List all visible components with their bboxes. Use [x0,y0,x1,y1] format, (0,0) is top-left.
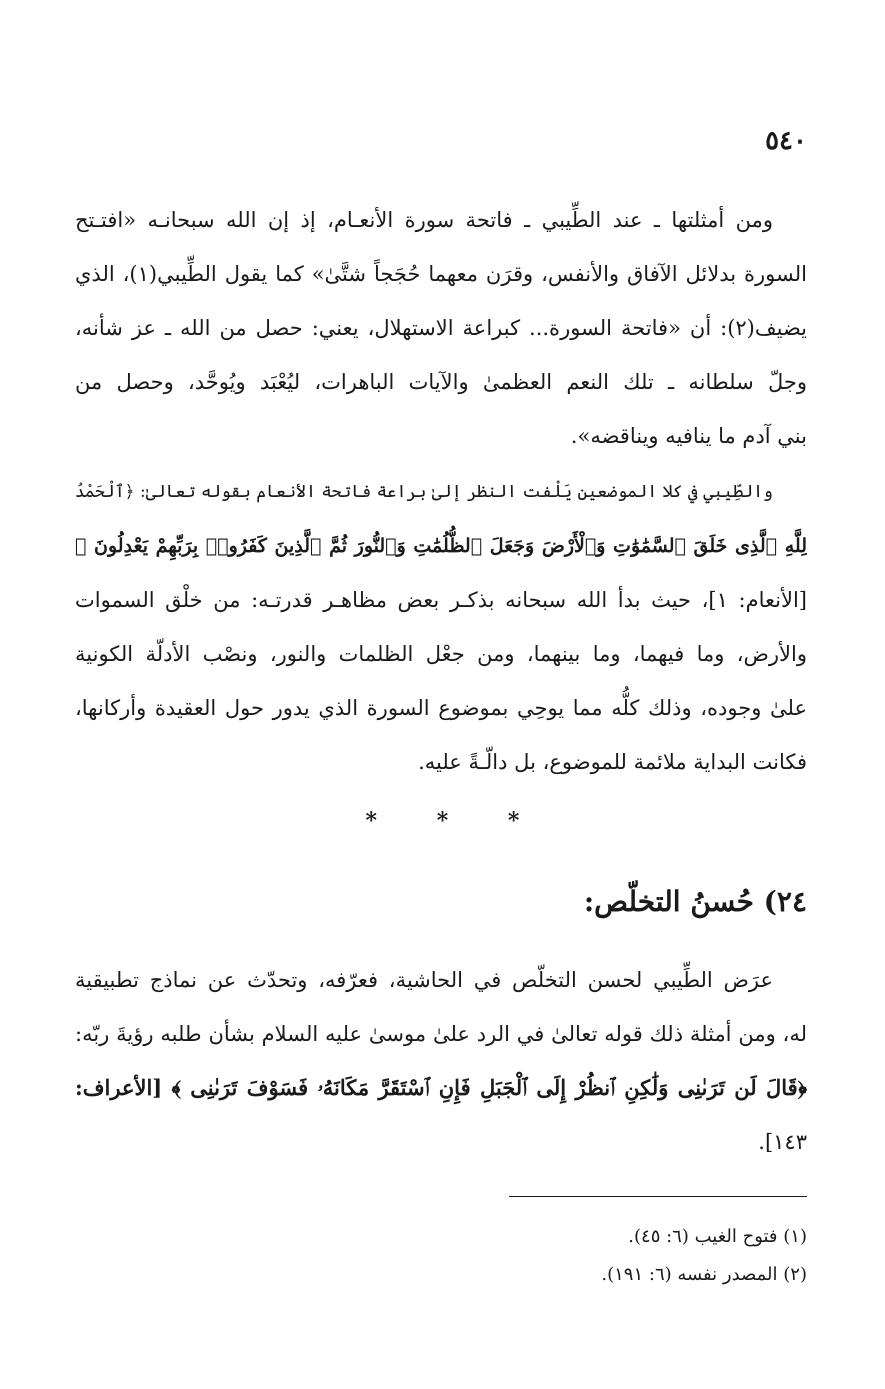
paragraph-line: [الأنعام: ١]، حيث بدأ الله سبحانه بذكـر بعض مظاهـر قدرتـه: من خلْق السموات [75,588,807,612]
section-separator [0,808,885,834]
paragraph-line: ١٤٣]. [758,1130,807,1154]
paragraph-line: السورة بدلائل الآفاق والأنفس، وقرَن معهما حُجَجاً شتَّىٰ» كما يقول الطِّيبي(١)، الذي [75,262,807,286]
footnote-2: (٢) المصدر نفسه (٦: ١٩١). [601,1264,807,1285]
paragraph-line: علىٰ وجوده، وذلك كلُّه مما يوحِي بموضوع السورة الذي يدور حول العقيدة وأركانها، [75,696,807,720]
paragraph-1 [75,193,807,463]
footnote-divider [509,1196,807,1197]
paragraph-line: عرَض الطِّيبي لحسن التخلّص في الحاشية، فعرّفه، وتحدّث عن نماذج تطبيقية [75,968,773,992]
paragraph-line: والأرض، وما فيهما، وما بينهما، ومن جعْل الظلمات والنور، ونصْب الأدلّة الكونية [75,642,807,666]
paragraph-line: ومن أمثلتها ـ عند الطِّيبي ـ فاتحة سورة الأنعـام، إذ إن الله سبحانـه «افتـتح [75,208,773,232]
footnote-1: (١) فتوح الغيب (٦: ٤٥). [628,1226,807,1247]
paragraph-line: له، ومن أمثلة ذلك قوله تعالىٰ في الرد علىٰ موسىٰ عليه السلام بشأن طلبه رؤيةَ ربّه: [75,1022,807,1046]
asterisk: * [507,808,520,834]
paragraph-line: والطِّيبي في كلا الموضعين يَلْفت النظر إلىٰ براعة فاتحة الأنعام بقوله تعالىٰ: ﴿ٱلْحَمْدُ [75,482,773,502]
page-number: ٥٤٠ [765,126,807,156]
paragraph-line: وجلّ سلطانه ـ تلك النعم العظمىٰ والآيات الباهرات، ليُعْبَد ويُوحَّد، وحصل من [75,370,807,394]
paragraph-line: بني آدم ما ينافيه ويناقضه». [570,424,807,448]
paragraph-2 [75,465,807,789]
asterisk: * [365,808,378,834]
paragraph-3 [75,953,807,1169]
asterisk: * [436,808,449,834]
paragraph-line: يضيف(٢): أن «فاتحة السورة... كبراعة الاستهلال، يعني: حصل من الله ـ عز شأنه، [75,316,807,340]
section-heading: ٢٤) حُسنُ التخلّص: [583,885,807,918]
quran-verse-line: لِلَّهِ ٱلَّذِى خَلَقَ ٱلسَّمَٰوَٰتِ وَٱلْأَرْضَ وَجَعَلَ ٱلظُّلُمَٰتِ وَٱلنُّورَ ثُمَّ ٱلَّذِينَ كَفَرُوا۟ بِرَبِّهِمْ يَعْدِلُونَ ﴾ [75,535,807,557]
footnotes [75,1218,807,1294]
quran-verse-line: ﴿قَالَ لَن تَرَىٰنِى وَلَٰكِنِ ٱنظُرْ إِلَى ٱلْجَبَلِ فَإِنِ ٱسْتَقَرَّ مَكَانَهُۥ فَسَوْفَ تَرَىٰنِى ﴾ [الأعراف: [75,1075,807,1100]
paragraph-line: فكانت البداية ملائمة للموضوع، بل دالّـةً عليه. [418,750,807,774]
